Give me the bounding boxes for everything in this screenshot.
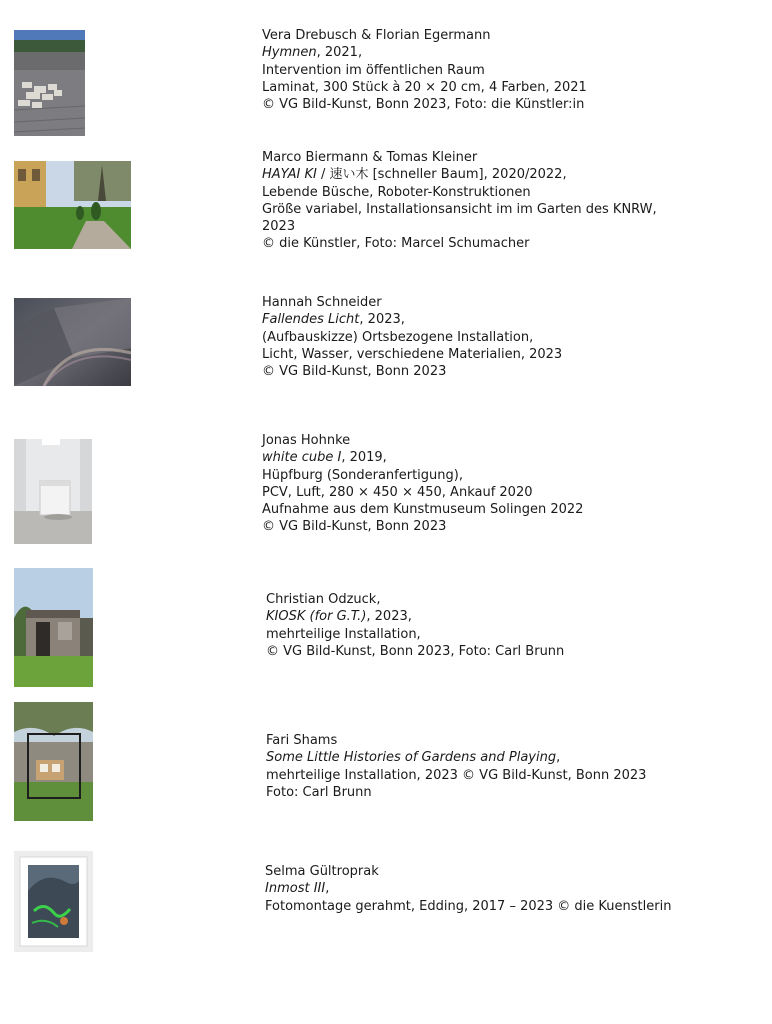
artwork-title: HAYAI KI	[262, 167, 317, 183]
caption-line: Intervention im öffentlichen Raum	[262, 62, 485, 78]
artwork-title: white cube I	[262, 450, 342, 466]
artwork-title: Some Little Histories of Gardens and Playing	[266, 750, 557, 766]
caption-line: © die Künstler, Foto: Marcel Schumacher	[262, 236, 530, 252]
artwork-year: / 速い木 [schneller Baum], 2020/2022,	[316, 167, 567, 183]
artist-name: Vera Drebusch & Florian Egermann	[262, 28, 491, 43]
artwork-title: KIOSK (for G.T.)	[266, 609, 367, 625]
caption-line: mehrteilige Installation,	[266, 626, 421, 642]
artwork-year: ,	[556, 750, 561, 766]
artwork-title-line	[266, 749, 646, 766]
artwork-year: ,	[325, 881, 330, 897]
artwork-year: , 2023,	[359, 312, 405, 328]
artwork-caption	[262, 432, 583, 536]
caption-line: mehrteilige Installation, 2023 © VG Bild-Kunst, Bonn 2023	[266, 767, 647, 783]
artwork-caption	[266, 591, 564, 660]
artist-name: Hannah Schneider	[262, 295, 382, 310]
caption-line: Aufnahme aus dem Kunstmuseum Solingen 2022	[262, 502, 584, 518]
caption-line: © VG Bild-Kunst, Bonn 2023, Foto: Carl Brunn	[266, 643, 565, 659]
artwork-caption	[262, 149, 657, 253]
artwork-caption	[262, 294, 562, 380]
caption-line: Foto: Carl Brunn	[266, 784, 372, 800]
artwork-caption	[266, 732, 646, 801]
artwork-photo[interactable]	[14, 568, 93, 687]
caption-line: 2023	[262, 219, 296, 235]
caption-line: Licht, Wasser, verschiedene Materialien, 2023	[262, 346, 563, 362]
artwork-caption	[262, 27, 587, 113]
artist-name: Christian Odzuck,	[266, 592, 381, 607]
artwork-photo[interactable]	[14, 161, 131, 249]
caption-line: © VG Bild-Kunst, Bonn 2023, Foto: die Künstler:in	[262, 97, 585, 113]
caption-line: Lebende Büsche, Roboter-Konstruktionen	[262, 184, 531, 200]
artwork-title-line	[265, 880, 671, 897]
caption-line: Hüpfburg (Sonderanfertigung),	[262, 467, 463, 483]
artist-name: Marco Biermann & Tomas Kleiner	[262, 150, 478, 165]
artwork-title-line	[262, 449, 583, 466]
artwork-photo[interactable]	[14, 439, 92, 544]
artwork-year: , 2019,	[341, 450, 387, 466]
artist-name: Selma Gültroprak	[265, 864, 379, 879]
caption-line: © VG Bild-Kunst, Bonn 2023	[262, 519, 447, 535]
artist-name: Jonas Hohnke	[262, 433, 351, 448]
artwork-title: Inmost III	[265, 881, 326, 897]
caption-line: PCV, Luft, 280 × 450 × 450, Ankauf 2020	[262, 484, 533, 500]
artwork-title-line	[266, 608, 564, 625]
caption-line: (Aufbauskizze) Ortsbezogene Installation,	[262, 329, 534, 345]
artwork-photo[interactable]	[14, 298, 131, 386]
artwork-title-line	[262, 166, 657, 183]
caption-line: Laminat, 300 Stück à 20 × 20 cm, 4 Farben, 2021	[262, 79, 587, 95]
artwork-title-line	[262, 311, 562, 328]
artwork-year: , 2023,	[366, 609, 412, 625]
artwork-year: , 2021,	[316, 45, 363, 61]
artwork-photo[interactable]	[14, 30, 85, 136]
artwork-caption	[265, 863, 671, 915]
artwork-title-line	[262, 44, 587, 61]
artwork-title: Hymnen	[262, 45, 317, 61]
caption-line: Größe variabel, Installationsansicht im im Garten des KNRW,	[262, 201, 657, 217]
artwork-photo[interactable]	[14, 702, 93, 821]
caption-line: Fotomontage gerahmt, Edding, 2017 – 2023 © die Kuenstlerin	[265, 898, 672, 914]
artist-name: Fari Shams	[266, 733, 338, 748]
caption-line: © VG Bild-Kunst, Bonn 2023	[262, 364, 447, 380]
artwork-title: Fallendes Licht	[262, 312, 360, 328]
artwork-photo[interactable]	[14, 851, 93, 952]
